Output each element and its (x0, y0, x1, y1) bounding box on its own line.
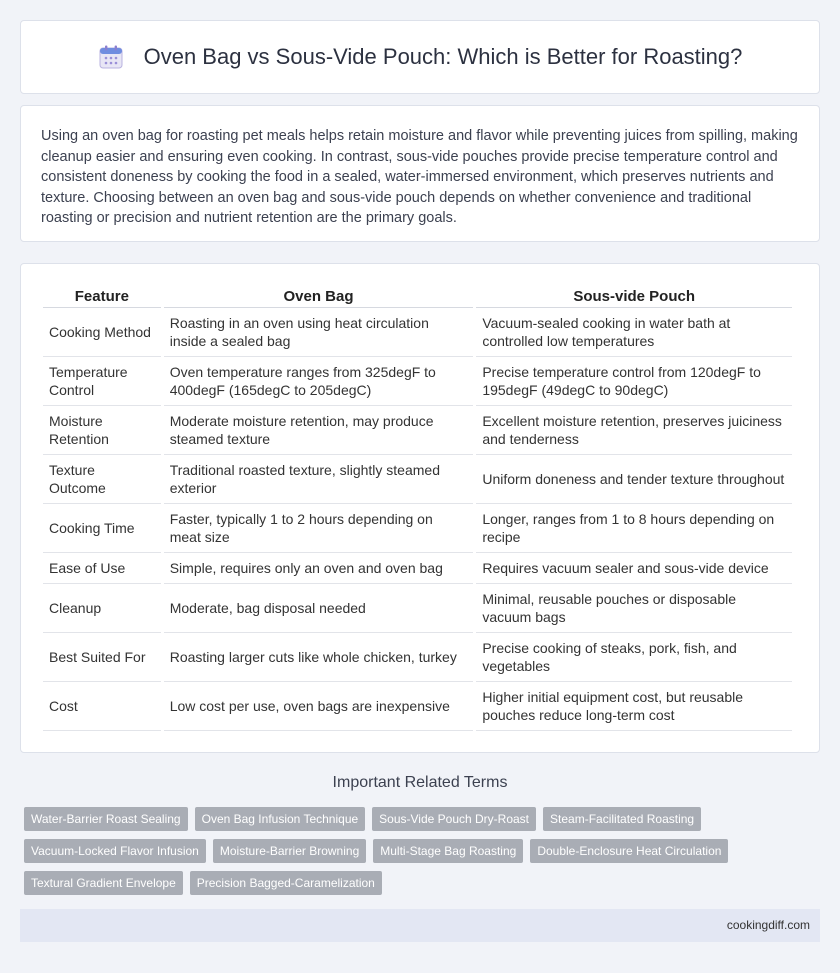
sous-vide-cell: Uniform doneness and tender texture throughout (476, 455, 792, 504)
page-title: Oven Bag vs Sous-Vide Pouch: Which is Better for Roasting? (143, 44, 743, 69)
sous-vide-cell: Minimal, reusable pouches or disposable vacuum bags (476, 584, 792, 633)
feature-cell: Temperature Control (43, 357, 161, 406)
sous-vide-cell: Precise cooking of steaks, pork, fish, and vegetables (476, 633, 792, 682)
table-header-row (43, 284, 792, 308)
feature-cell: Cooking Method (43, 308, 161, 357)
table-row (43, 553, 792, 584)
related-term-tag[interactable]: Oven Bag Infusion Technique (195, 807, 366, 831)
oven-bag-cell: Moderate, bag disposal needed (164, 584, 474, 633)
feature-cell: Texture Outcome (43, 455, 161, 504)
oven-bag-cell: Traditional roasted texture, slightly steamed exterior (164, 455, 474, 504)
oven-bag-cell: Simple, requires only an oven and oven bag (164, 553, 474, 584)
feature-cell: Best Suited For (43, 633, 161, 682)
intro-card (20, 105, 820, 242)
sous-vide-cell: Vacuum-sealed cooking in water bath at controlled low temperatures (476, 308, 792, 357)
related-term-tag[interactable]: Textural Gradient Envelope (24, 871, 183, 895)
comparison-table (40, 284, 795, 731)
related-terms-list (24, 807, 814, 903)
table-row (43, 357, 792, 406)
oven-bag-cell: Oven temperature ranges from 325degF to 400degF (165degC to 205degC) (164, 357, 474, 406)
title-card (20, 20, 820, 94)
table-row (43, 504, 792, 553)
footer-site-link[interactable]: cookingdiff.com (726, 918, 810, 932)
header-feature: Feature (43, 284, 161, 308)
feature-cell: Cooking Time (43, 504, 161, 553)
sous-vide-cell: Excellent moisture retention, preserves juiciness and tenderness (476, 406, 792, 455)
table-row (43, 455, 792, 504)
related-term-tag[interactable]: Water-Barrier Roast Sealing (24, 807, 188, 831)
table-row (43, 406, 792, 455)
header-oven-bag: Oven Bag (164, 284, 474, 308)
table-row (43, 584, 792, 633)
oven-bag-cell: Roasting in an oven using heat circulation inside a sealed bag (164, 308, 474, 357)
related-term-tag[interactable]: Multi-Stage Bag Roasting (373, 839, 523, 863)
related-terms-heading: Important Related Terms (332, 774, 508, 791)
related-term-tag[interactable]: Moisture-Barrier Browning (213, 839, 366, 863)
title-wrap (98, 44, 743, 70)
related-term-tag[interactable]: Steam-Facilitated Roasting (543, 807, 701, 831)
sous-vide-cell: Higher initial equipment cost, but reusable pouches reduce long-term cost (476, 682, 792, 731)
feature-cell: Moisture Retention (43, 406, 161, 455)
oven-bag-cell: Roasting larger cuts like whole chicken, turkey (164, 633, 474, 682)
related-term-tag[interactable]: Double-Enclosure Heat Circulation (530, 839, 728, 863)
table-row (43, 682, 792, 731)
sous-vide-cell: Precise temperature control from 120degF to 195degF (49degC to 90degC) (476, 357, 792, 406)
feature-cell: Cost (43, 682, 161, 731)
related-term-tag[interactable]: Precision Bagged-Caramelization (190, 871, 382, 895)
table-row (43, 633, 792, 682)
calendar-icon (98, 44, 124, 70)
header-sous-vide: Sous-vide Pouch (476, 284, 792, 308)
intro-paragraph: Using an oven bag for roasting pet meals helps retain moisture and flavor while preventing juices from spilling, making cleanup easier and ensuring even cooking. In contrast, sous-vide pouches provide precise temperature control and consistent doneness by cooking the food in a sealed, water-immersed environment, which preserves nutrients and texture. Choosing between an oven bag and sous-vide pouch depends on whether convenience and traditional roasting or precision and nutrient retention are the primary goals. (41, 128, 798, 226)
sous-vide-cell: Longer, ranges from 1 to 8 hours depending on recipe (476, 504, 792, 553)
oven-bag-cell: Faster, typically 1 to 2 hours depending on meat size (164, 504, 474, 553)
table-row (43, 308, 792, 357)
oven-bag-cell: Low cost per use, oven bags are inexpensive (164, 682, 474, 731)
related-term-tag[interactable]: Sous-Vide Pouch Dry-Roast (372, 807, 536, 831)
oven-bag-cell: Moderate moisture retention, may produce steamed texture (164, 406, 474, 455)
footer (20, 909, 820, 942)
sous-vide-cell: Requires vacuum sealer and sous-vide device (476, 553, 792, 584)
related-term-tag[interactable]: Vacuum-Locked Flavor Infusion (24, 839, 206, 863)
comparison-table-card (20, 263, 820, 753)
feature-cell: Ease of Use (43, 553, 161, 584)
feature-cell: Cleanup (43, 584, 161, 633)
